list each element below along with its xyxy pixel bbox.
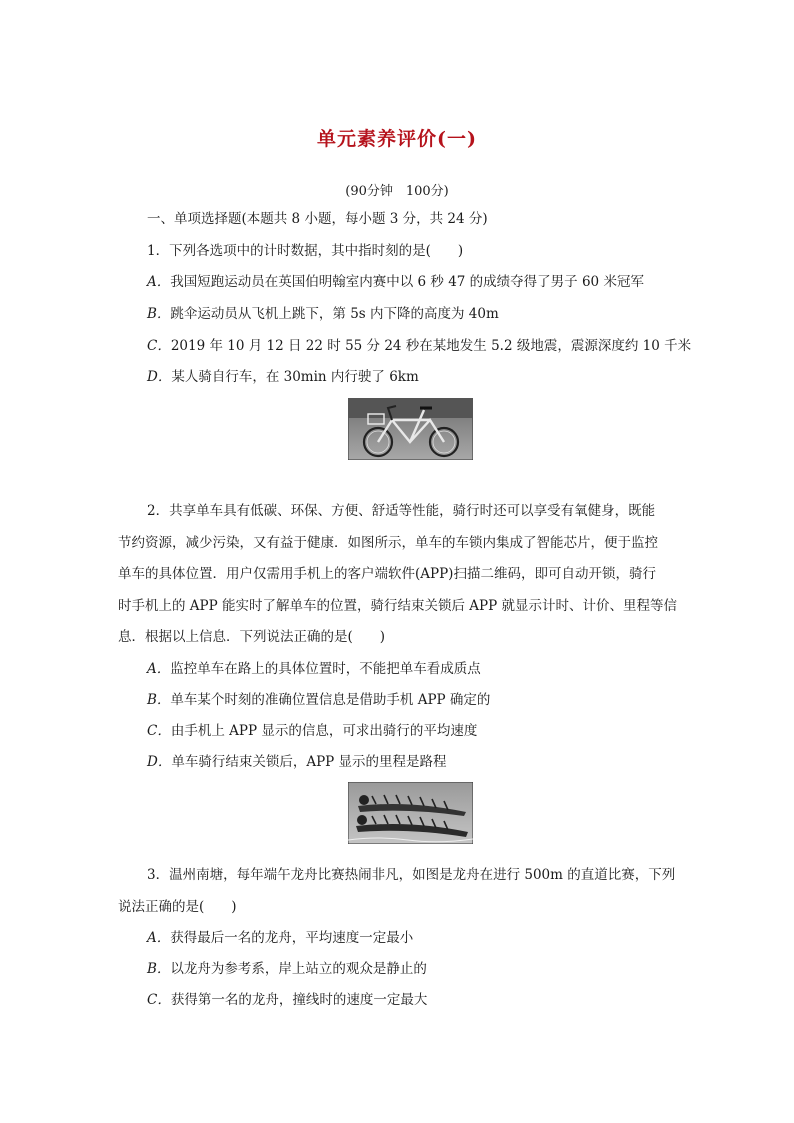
page-title: 单元素养评价(一) [317, 128, 477, 150]
question-2-stem-line-3: 单车的具体位置．用户仅需用手机上的客户端软件(APP)扫描二维码，即可自动开锁，骑行 [118, 566, 656, 582]
question-3-stem-line-2: 说法正确的是( ) [118, 899, 237, 915]
option-text: 单车骑行结束关锁后，APP 显示的里程是路程 [171, 754, 447, 770]
option-letter: D． [147, 754, 172, 770]
question-2-option-b [147, 691, 490, 709]
question-3-option-c [147, 991, 427, 1009]
shared-bike-photo [348, 398, 473, 460]
option-text: 跳伞运动员从飞机上跳下，第 5s 内下降的高度为 40m [170, 306, 499, 322]
option-letter: B． [147, 961, 171, 977]
option-letter: A． [147, 274, 171, 290]
option-text: 以龙舟为参考系，岸上站立的观众是静止的 [170, 961, 427, 977]
option-letter: D． [147, 369, 172, 385]
option-letter: A． [147, 661, 171, 677]
option-text: 由手机上 APP 显示的信息，可求出骑行的平均速度 [170, 723, 478, 739]
question-2-stem-line-4: 时手机上的 APP 能实时了解单车的位置，骑行结束关锁后 APP 就显示计时、计价、里程等信 [118, 598, 677, 614]
question-3-option-a [147, 929, 413, 947]
option-letter: C． [147, 992, 171, 1008]
exam-duration-score: (90分钟 100分) [345, 184, 449, 199]
option-letter: A． [147, 930, 171, 946]
option-text: 获得最后一名的龙舟，平均速度一定最小 [170, 930, 414, 946]
option-text: 2019 年 10 月 12 日 22 时 55 分 24 秒在某地发生 5.2 级地震，震源深度约 10 千米 [170, 338, 692, 354]
option-text: 单车某个时刻的准确位置信息是借助手机 APP 确定的 [170, 692, 491, 708]
question-1-stem: 1．下列各选项中的计时数据，其中指时刻的是( ) [147, 243, 464, 259]
option-letter: C． [147, 723, 171, 739]
question-2-option-d [147, 753, 447, 771]
question-1-option-c [147, 337, 691, 355]
option-letter: B． [147, 306, 171, 322]
question-2-option-c [147, 722, 477, 740]
option-letter: C． [147, 338, 171, 354]
option-text: 获得第一名的龙舟，撞线时的速度一定最大 [170, 992, 428, 1008]
question-3-option-b [147, 960, 427, 978]
section-heading: 一、单项选择题(本题共 8 小题，每小题 3 分，共 24 分) [147, 211, 488, 227]
question-1-option-a [147, 273, 644, 291]
dragon-boat-photo [348, 782, 473, 844]
question-3-stem-line-1: 3．温州南塘，每年端午龙舟比赛热闹非凡，如图是龙舟在进行 500m 的直道比赛，下列 [147, 867, 676, 883]
question-2-stem-line-1: 2．共享单车具有低碳、环保、方便、舒适等性能，骑行时还可以享受有氧健身，既能 [147, 503, 656, 519]
option-text: 监控单车在路上的具体位置时，不能把单车看成质点 [170, 661, 481, 677]
question-1-option-b [147, 305, 499, 323]
option-letter: B． [147, 692, 171, 708]
question-1-option-d [147, 368, 419, 386]
option-text: 某人骑自行车，在 30min 内行驶了 6km [171, 369, 419, 385]
question-2-option-a [147, 660, 481, 678]
option-text: 我国短跑运动员在英国伯明翰室内赛中以 6 秒 47 的成绩夺得了男子 60 米冠军 [170, 274, 644, 290]
question-2-stem-line-2: 节约资源，减少污染，又有益于健康．如图所示，单车的车锁内集成了智能芯片，便于监控 [118, 535, 658, 551]
question-2-stem-line-5: 息．根据以上信息．下列说法正确的是( ) [118, 629, 386, 645]
